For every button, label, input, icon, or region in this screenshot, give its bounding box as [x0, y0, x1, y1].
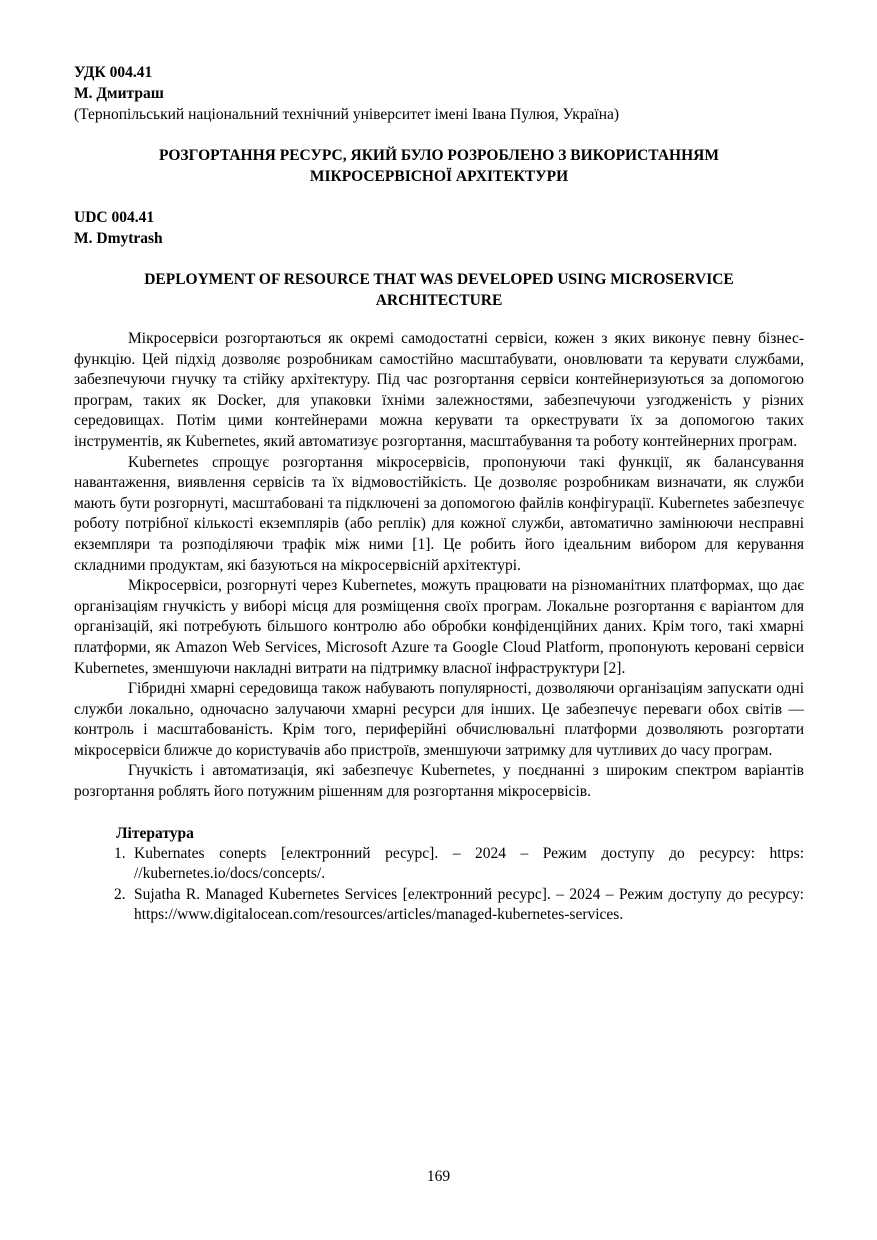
article-body [74, 329, 804, 803]
udc-en: UDC 004.41 [74, 209, 155, 226]
paragraph: Мікросервіси розгортаються як окремі самодостатні сервіси, кожен з яких виконує певну бізнес-функцію. Цей підхід дозволяє розробникам самостійно масштабувати, оновлювати та керувати службами, забезпечуючи гнучку та стійку архітектуру. Під час розгортання сервіси контейнеризуються за допомогою програм, таких як Docker, для упаковки їхніми залежностями, забезпечуючи узгодженість у різних середовищах. Потім цими контейнерами можна керувати та оркеструвати їх за допомогою таких інструментів, як Kubernetes, який автоматизує розгортання, масштабування та роботу контейнерних програм. [74, 330, 804, 450]
reference-item [116, 844, 804, 885]
reference-item [116, 885, 804, 926]
reference-text: Sujatha R. Managed Kubernetes Services [електронний ресурс]. – 2024 – Режим доступу до ресурсу: https://www.digitalocean.com/resources/articles/managed-kubernetes-services. [134, 885, 804, 924]
paragraph: Kubernetes спрощує розгортання мікросервісів, пропонуючи такі функції, як балансування навантаження, виявлення сервісів та їх відмовостійкість. Це дозволяє розробникам визначати, як служби мають бути розгорнуті, масштабовані та підключені за допомогою файлів конфігурації. Kubernetes забезпечує роботу потрібної кількості екземплярів (або реплік) для кожної служби, автоматично замінюючи несправні екземпляри та розподіляючи трафік між ними [1]. Це робить його ідеальним вибором для керування складними продуктам, які базуються на мікросервісній архітектурі. [74, 453, 804, 574]
references-heading: Література [116, 824, 194, 842]
header-en [74, 207, 804, 249]
title-ua: РОЗГОРТАННЯ РЕСУРС, ЯКИЙ БУЛО РОЗРОБЛЕНО З ВИКОРИСТАННЯМ МІКРОСЕРВІСНОЇ АРХІТЕКТУРИ [158, 147, 719, 185]
affiliation-ua: (Тернопільський національний технічний університет імені Івана Пулюя, Україна) [74, 106, 620, 123]
reference-number: 2. [114, 885, 126, 903]
reference-number: 1. [114, 844, 126, 862]
paragraph: Гнучкість і автоматизація, які забезпечує Kubernetes, у поєднанні з широким спектром варіантів розгортання роблять його потужним рішенням для розгортання мікросервісів. [74, 762, 804, 801]
title-en: DEPLOYMENT OF RESOURCE THAT WAS DEVELOPED USING MICROSERVICE ARCHITECTURE [144, 271, 734, 309]
references-list [74, 844, 804, 926]
paragraph: Гібридні хмарні середовища також набувають популярності, дозволяючи організаціям запускати одні служби локально, одночасно залучаючи хмарні ресурси для інших. Це забезпечує переваги обох світів — контроль і масштабованість. Крім того, периферійні обчислювальні платформи дозволяють розгортати мікросервіси ближче до користувачів або пристроїв, зменшуючи затримку для чутливих до часу програм. [74, 680, 804, 759]
udc-ua: УДК 004.41 [74, 64, 153, 81]
author-en: M. Dmytrash [74, 230, 163, 247]
page-number: 169 [426, 1168, 451, 1185]
paragraph: Мікросервіси, розгорнуті через Kubernetes, можуть працювати на різноманітних платформах, що дає організаціям гнучкість у виборі місця для розміщення своїх програм. Локальне розгортання є варіантом для організацій, які потребують більшого контролю або обробки конфіденційних даних. Крім того, такі хмарні платформи, як Amazon Web Services, Microsoft Azure та Google Cloud Platform, пропонують керовані сервіси Kubernetes, зменшуючи накладні витрати на підтримку власної інфраструктури [2]. [74, 577, 804, 677]
article-page [74, 62, 804, 926]
reference-text: Kubernates conepts [електронний ресурс]. – 2024 – Режим доступу до ресурсу: https: //kubernetes.io/docs/concepts/. [134, 844, 804, 883]
author-ua: М. Дмитраш [74, 85, 164, 102]
